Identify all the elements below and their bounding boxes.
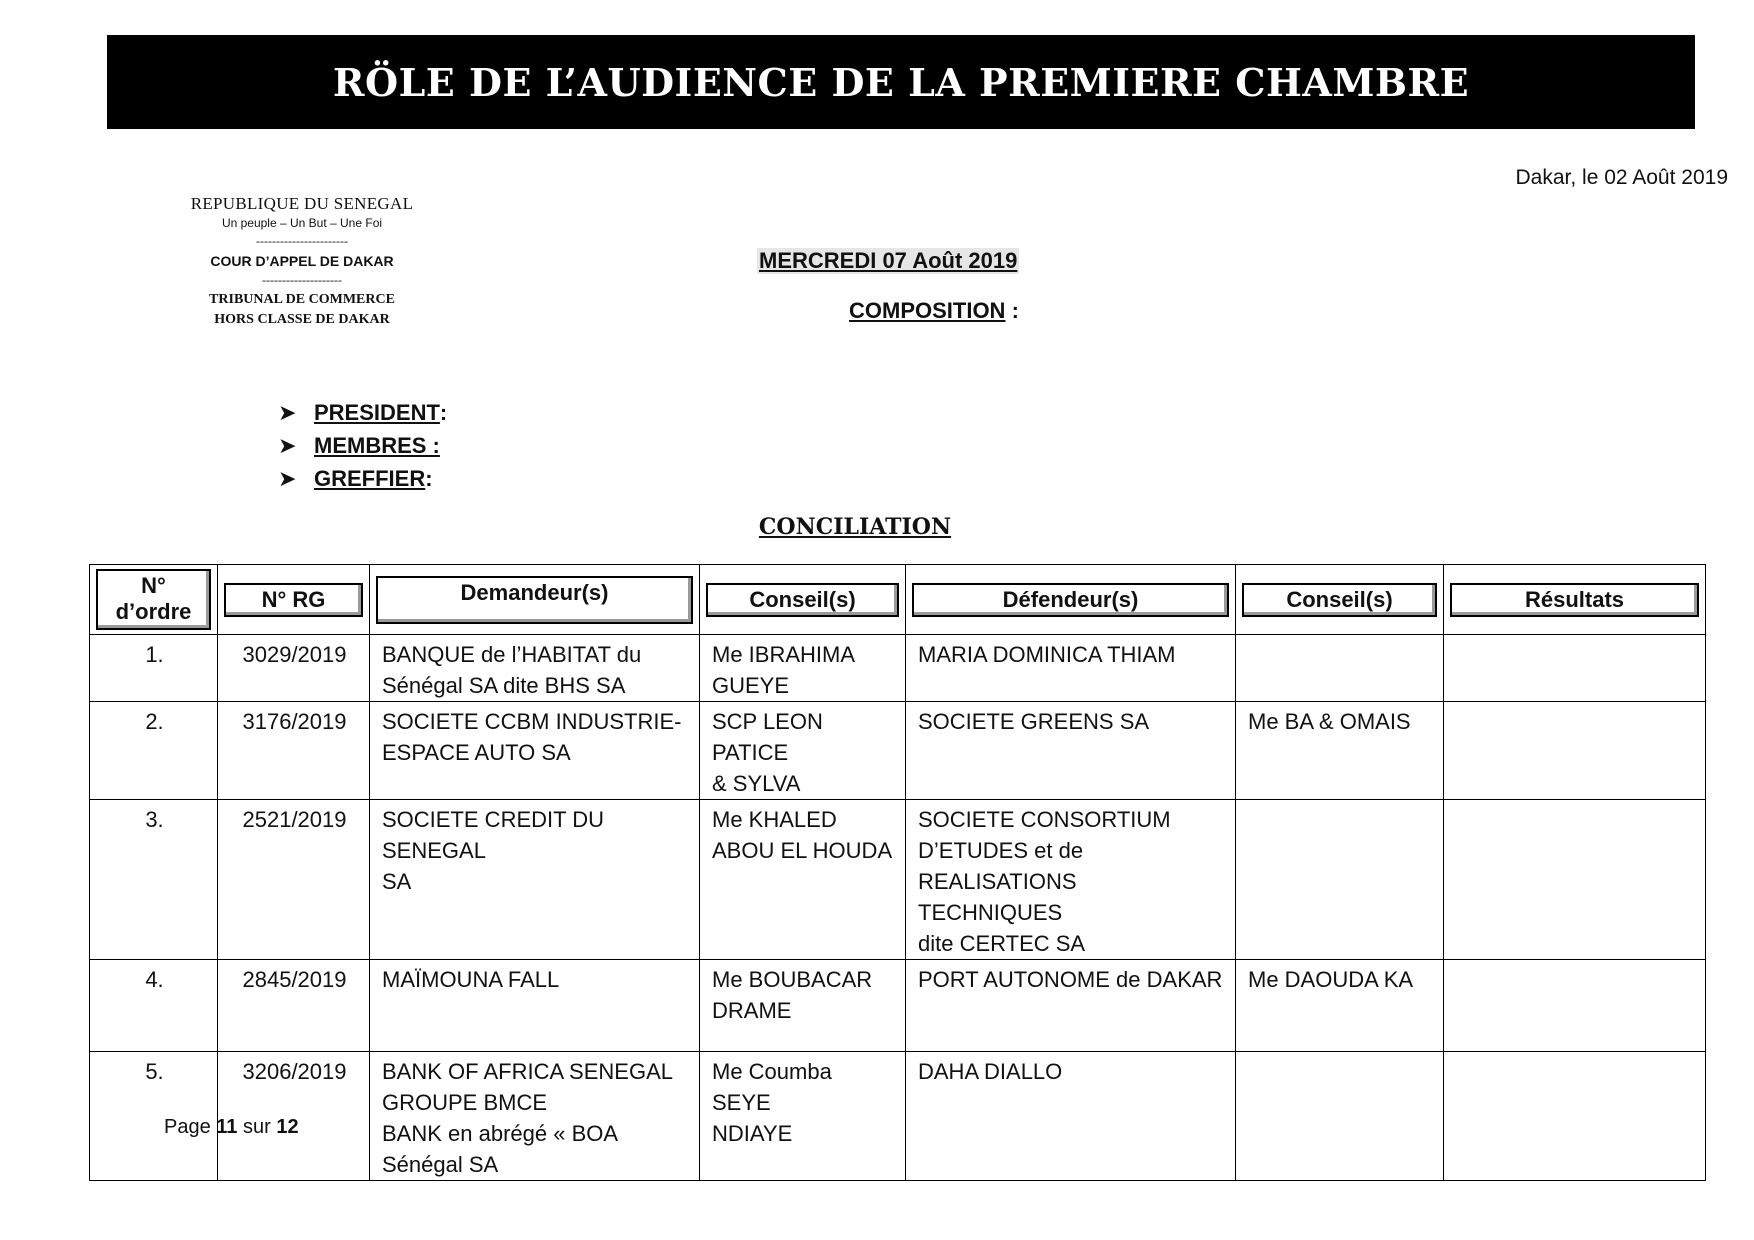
- cell-order-number: 2.: [90, 702, 218, 800]
- arrow-bullet-icon: ➤: [278, 399, 297, 425]
- cell-plaintiff-counsel: [700, 960, 906, 1052]
- table-row: [90, 960, 1706, 1052]
- page-title: RÖLE DE L’AUDIENCE DE LA PREMIERE CHAMBRE: [332, 59, 1470, 105]
- footer-prefix: Page: [164, 1116, 217, 1138]
- cell-line: MAÏMOUNA FALL: [382, 967, 560, 992]
- cell-line: REALISATIONS TECHNIQUES: [918, 869, 1077, 925]
- role-label: GREFFIER: [314, 465, 426, 491]
- cell-plaintiff-counsel: [700, 800, 906, 960]
- cell-defendant: [906, 800, 1236, 960]
- role-suffix: :: [439, 399, 448, 425]
- cell-line: Me DAOUDA KA: [1248, 967, 1414, 992]
- cell-line: Sénégal SA dite BHS SA: [382, 673, 626, 698]
- header-order: [90, 565, 218, 635]
- cell-order-number: 4.: [90, 960, 218, 1052]
- header-counsel-box: Conseil(s): [706, 583, 899, 617]
- letterhead-separator: -----------------------: [256, 234, 348, 248]
- cell-line: SOCIETE CONSORTIUM: [918, 807, 1171, 832]
- cell-defendant-counsel: [1236, 800, 1444, 960]
- cell-rg-number: 3176/2019: [218, 702, 370, 800]
- letterhead-court: COUR D’APPEL DE DAKAR: [210, 253, 394, 269]
- cell-line: SOCIETE CCBM INDUSTRIE-: [382, 709, 682, 734]
- cell-plaintiff-counsel: [700, 1052, 906, 1181]
- header-order-line: N°: [141, 573, 166, 598]
- cell-line: Me IBRAHIMA: [712, 642, 856, 667]
- footer-total-pages: 12: [276, 1116, 299, 1138]
- cell-line: BANK en abrégé « BOA: [382, 1121, 619, 1146]
- cell-line: ESPACE AUTO SA: [382, 740, 571, 765]
- letterhead-country: REPUBLIQUE DU SENEGAL: [190, 194, 414, 213]
- cell-line: BANK OF AFRICA SENEGAL: [382, 1059, 673, 1084]
- cell-line: PORT AUTONOME de DAKAR: [918, 967, 1223, 992]
- page-footer: [164, 1116, 299, 1139]
- composition-suffix: :: [1005, 298, 1019, 323]
- cell-rg-number: 3206/2019: [218, 1052, 370, 1181]
- cell-line: Sénégal SA: [382, 1152, 499, 1177]
- role-label: PRESIDENT: [314, 399, 440, 425]
- role-suffix: :: [425, 465, 433, 491]
- cell-line: Me BOUBACAR: [712, 967, 873, 992]
- cell-plaintiff: [370, 702, 700, 800]
- cell-plaintiff: [370, 635, 700, 702]
- cell-results: [1444, 702, 1706, 800]
- header-results: [1444, 565, 1706, 635]
- cell-defendant: [906, 960, 1236, 1052]
- header-plaintiff: [370, 565, 700, 635]
- cell-results: [1444, 1052, 1706, 1181]
- cell-rg-number: 2845/2019: [218, 960, 370, 1052]
- letterhead-tribunal: [150, 290, 454, 330]
- footer-current-page: 11: [216, 1116, 238, 1138]
- cell-line: SCP LEON PATICE: [712, 709, 823, 765]
- role-label: MEMBRES :: [314, 432, 440, 458]
- cell-line: MARIA DOMINICA THIAM: [918, 642, 1176, 667]
- composition-label: COMPOSITION: [849, 298, 1006, 323]
- role-item-greffier: [278, 462, 447, 495]
- table-body: [90, 635, 1706, 1181]
- letterhead-tribunal-line: TRIBUNAL DE COMMERCE: [209, 292, 395, 307]
- cell-defendant: [906, 1052, 1236, 1181]
- cell-plaintiff: [370, 1052, 700, 1181]
- letterhead: [150, 194, 454, 330]
- cell-line: SOCIETE CREDIT DU SENEGAL: [382, 807, 605, 863]
- table-row: [90, 800, 1706, 960]
- cell-defendant: [906, 635, 1236, 702]
- letterhead-motto: Un peuple – Un But – Une Foi: [221, 216, 383, 230]
- cell-line: Me BA & OMAIS: [1248, 709, 1411, 734]
- table-row: [90, 635, 1706, 702]
- table-row: [90, 702, 1706, 800]
- cell-line: & SYLVA: [712, 771, 801, 796]
- header-order-line: d’ordre: [115, 599, 192, 624]
- cell-order-number: 1.: [90, 635, 218, 702]
- section-title: CONCILIATION: [758, 514, 952, 540]
- table-header-row: [90, 565, 1706, 635]
- header-counsel-box: Conseil(s): [1242, 583, 1437, 617]
- header-results-box: Résultats: [1450, 583, 1699, 617]
- arrow-bullet-icon: ➤: [278, 432, 297, 458]
- header-rg-box: N° RG: [224, 583, 363, 617]
- cell-line: BANQUE de l’HABITAT du: [382, 642, 642, 667]
- cell-defendant-counsel: [1236, 960, 1444, 1052]
- cell-line: DRAME: [712, 998, 792, 1023]
- session-date: MERCREDI 07 Août 2019: [759, 248, 1018, 273]
- role-item-membres: [278, 429, 447, 462]
- roles-list: [278, 396, 447, 495]
- role-item-president: [278, 396, 447, 429]
- cell-line: SA: [382, 869, 412, 894]
- header-rg: [218, 565, 370, 635]
- cell-rg-number: 3029/2019: [218, 635, 370, 702]
- header-counsel: [700, 565, 906, 635]
- header-defendant-box: Défendeur(s): [912, 583, 1229, 617]
- cell-line: GUEYE: [712, 673, 790, 698]
- cell-line: SOCIETE GREENS SA: [918, 709, 1150, 734]
- cell-defendant-counsel: [1236, 635, 1444, 702]
- cell-plaintiff: [370, 960, 700, 1052]
- header-plaintiff-box: Demandeur(s): [376, 576, 693, 624]
- cell-line: dite CERTEC SA: [918, 931, 1086, 956]
- arrow-bullet-icon: ➤: [278, 465, 297, 491]
- cell-line: D’ETUDES et de: [918, 838, 1084, 863]
- cell-plaintiff: [370, 800, 700, 960]
- hearing-table: [89, 564, 1706, 1181]
- cell-plaintiff-counsel: [700, 635, 906, 702]
- cell-results: [1444, 800, 1706, 960]
- header-order-box: [96, 569, 211, 630]
- table-row: [90, 1052, 1706, 1181]
- title-banner: [107, 35, 1695, 129]
- header-counsel: [1236, 565, 1444, 635]
- cell-defendant-counsel: [1236, 702, 1444, 800]
- cell-line: Me KHALED: [712, 807, 837, 832]
- cell-line: GROUPE BMCE: [382, 1090, 548, 1115]
- cell-line: ABOU EL HOUDA: [712, 838, 893, 863]
- cell-order-number: 3.: [90, 800, 218, 960]
- letterhead-separator: --------------------: [262, 273, 342, 287]
- cell-line: DAHA DIALLO: [918, 1059, 1063, 1084]
- composition-heading: [849, 298, 1019, 324]
- cell-defendant-counsel: [1236, 1052, 1444, 1181]
- cell-results: [1444, 635, 1706, 702]
- cell-rg-number: 2521/2019: [218, 800, 370, 960]
- cell-line: Me Coumba SEYE: [712, 1059, 832, 1115]
- cell-line: NDIAYE: [712, 1121, 793, 1146]
- document-date: Dakar, le 02 Août 2019: [1515, 166, 1728, 189]
- cell-defendant: [906, 702, 1236, 800]
- header-defendant: [906, 565, 1236, 635]
- cell-order-number: 5.: [90, 1052, 218, 1181]
- cell-plaintiff-counsel: [700, 702, 906, 800]
- letterhead-tribunal-line: HORS CLASSE DE DAKAR: [214, 312, 390, 327]
- cell-results: [1444, 960, 1706, 1052]
- footer-middle: sur: [237, 1116, 277, 1138]
